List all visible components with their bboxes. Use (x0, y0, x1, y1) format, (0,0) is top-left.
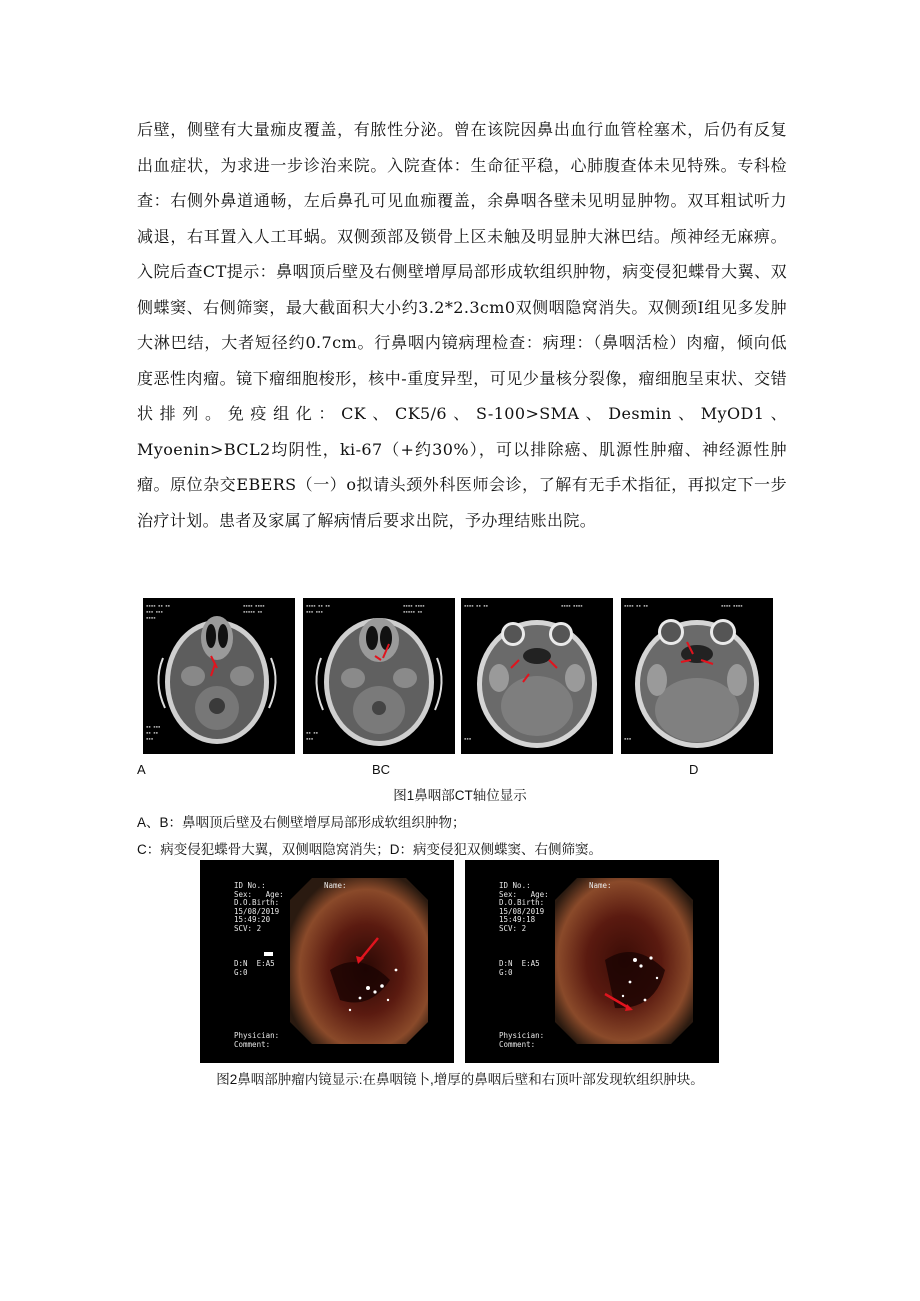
osd-name-label: Name: (589, 881, 612, 890)
svg-text:▪▪▪▪ ▪▪ ▪▪: ▪▪▪▪ ▪▪ ▪▪ (624, 603, 649, 608)
osd-comment: Comment: (234, 1039, 271, 1049)
osd-din: D:N E:A5 (499, 959, 540, 968)
svg-text:▪▪ ▪▪▪: ▪▪ ▪▪▪ (146, 724, 161, 729)
figure-2-caption: 图2鼻咽部肿瘤内镜显示:在鼻咽镜卜,增厚的鼻咽后壁和右顶叶部发现软组织肿块。 (216, 1072, 704, 1087)
figure-1-label-bc: BC (372, 762, 391, 777)
osd-id-label: ID No.: (499, 881, 531, 890)
ct-scan-d (621, 598, 773, 754)
osd-date: 15/08/2019 (499, 906, 545, 916)
svg-text:▪▪▪: ▪▪▪ (306, 736, 314, 741)
ct-scan-b (303, 598, 455, 754)
figure-1-note-cd: C：病变侵犯蝶骨大翼，双侧咽隐窝消失；D：病变侵犯双侧蝶窦、右侧筛窦。 (137, 842, 602, 857)
svg-text:▪▪▪▪: ▪▪▪▪ (146, 615, 156, 620)
svg-text:▪▪▪▪ ▪▪▪▪: ▪▪▪▪ ▪▪▪▪ (403, 603, 425, 608)
osd-physician: Physician: (234, 1031, 280, 1040)
svg-text:▪▪▪▪ ▪▪ ▪▪: ▪▪▪▪ ▪▪ ▪▪ (146, 603, 171, 608)
osd-din: D:N E:A5 (234, 959, 275, 968)
body-paragraph: 后壁，侧壁有大量痂皮覆盖，有脓性分泌。曾在该院因鼻出血行血管栓塞术，后仍有反复出血症状，为求进一步诊治来院。入院查体：生命征平稳，心肺腹查体未见特殊。专科检查：右侧外鼻道通畅，左后鼻孔可见血痂覆盖，余鼻咽各壁未见明显肿物。双耳粗试听力减退，右耳置入人工耳蜗。双侧颈部及锁骨上区未触及明显肿大淋巴结。颅神经无麻痹。入院后查CT提示：鼻咽顶后壁及右侧壁增厚局部形成软组织肿物，病变侵犯蝶骨大翼、双侧蝶窦、右侧筛窦，最大截面积大小约3.2*2.3cm0双侧咽隐窝消失。双侧颈I组见多发肿大淋巴结，大者短径约0.7cm。行鼻咽内镜病理检查：病理：（鼻咽活检）肉瘤，倾向低度恶性肉瘤。镜下瘤细胞梭形，核中-重度异型，可见少量核分裂像，瘤细胞呈束状、交错状排列。免疫组化：CK、CK5/6、S-100>SMA、Desmin、MyOD1、Myoenin>BCL2均阴性，ki-67（+约30%），可以排除癌、肌源性肿瘤、神经源性肿瘤。原位杂交EBERS（一）o拟请头颈外科医师会诊，了解有无手术指征，再拟定下一步治疗计划。患者及家属了解病情后要求出院，予办理结账出院。 (137, 120, 787, 530)
svg-text:▪▪▪▪ ▪▪ ▪▪: ▪▪▪▪ ▪▪ ▪▪ (306, 603, 331, 608)
svg-text:▪▪▪▪ ▪▪▪▪: ▪▪▪▪ ▪▪▪▪ (243, 603, 265, 608)
osd-time: 15:49:20 (234, 915, 271, 925)
figure-1-note-ab: A、B：鼻咽顶后壁及右侧壁增厚局部形成软组织肿物； (137, 815, 466, 830)
svg-text:▪▪▪▪▪ ▪▪: ▪▪▪▪▪ ▪▪ (243, 609, 263, 614)
osd-name-label: Name: (324, 881, 347, 890)
osd-scv: SCV: 2 (234, 923, 262, 933)
figure-1-caption: 图1鼻咽部CT轴位显示 (393, 788, 527, 803)
svg-text:▪▪▪▪ ▪▪▪▪: ▪▪▪▪ ▪▪▪▪ (561, 603, 583, 608)
figure-1-ct-panels (143, 598, 773, 756)
osd-physician: Physician: (499, 1031, 545, 1040)
svg-text:▪▪▪ ▪▪▪: ▪▪▪ ▪▪▪ (306, 609, 323, 614)
endoscopy-image-left (200, 860, 454, 1063)
osd-dob: D.O.Birth: (499, 898, 545, 908)
ct-scan-c (461, 598, 613, 754)
svg-text:▪▪▪: ▪▪▪ (146, 736, 154, 741)
svg-text:▪▪▪▪ ▪▪ ▪▪: ▪▪▪▪ ▪▪ ▪▪ (464, 603, 489, 608)
svg-text:▪▪ ▪▪: ▪▪ ▪▪ (306, 730, 319, 735)
osd-dob: D.O.Birth: (234, 898, 280, 908)
osd-gain: G:0 (499, 967, 513, 977)
ct-scan-a (143, 598, 295, 754)
osd-sex-age: Sex: Age: (234, 889, 284, 899)
svg-text:▪▪▪▪ ▪▪▪▪: ▪▪▪▪ ▪▪▪▪ (721, 603, 743, 608)
svg-text:▪▪▪: ▪▪▪ (624, 736, 632, 741)
svg-text:▪▪▪: ▪▪▪ (464, 736, 472, 741)
svg-text:▪▪▪▪▪ ▪▪: ▪▪▪▪▪ ▪▪ (403, 609, 423, 614)
osd-comment: Comment: (499, 1039, 536, 1049)
osd-scv: SCV: 2 (499, 923, 527, 933)
osd-time: 15:49:18 (499, 915, 536, 925)
osd-id-label: ID No.: (234, 881, 266, 890)
svg-text:▪▪▪ ▪▪▪: ▪▪▪ ▪▪▪ (146, 609, 163, 614)
figure-1-label-a: A (137, 762, 146, 777)
osd-date: 15/08/2019 (234, 906, 280, 916)
osd-sex-age: Sex: Age: (499, 889, 549, 899)
svg-text:▪▪ ▪▪: ▪▪ ▪▪ (146, 730, 159, 735)
osd-gain: G:0 (234, 967, 248, 977)
endoscopy-image-right (465, 860, 719, 1063)
figure-1-label-d: D (689, 762, 699, 777)
